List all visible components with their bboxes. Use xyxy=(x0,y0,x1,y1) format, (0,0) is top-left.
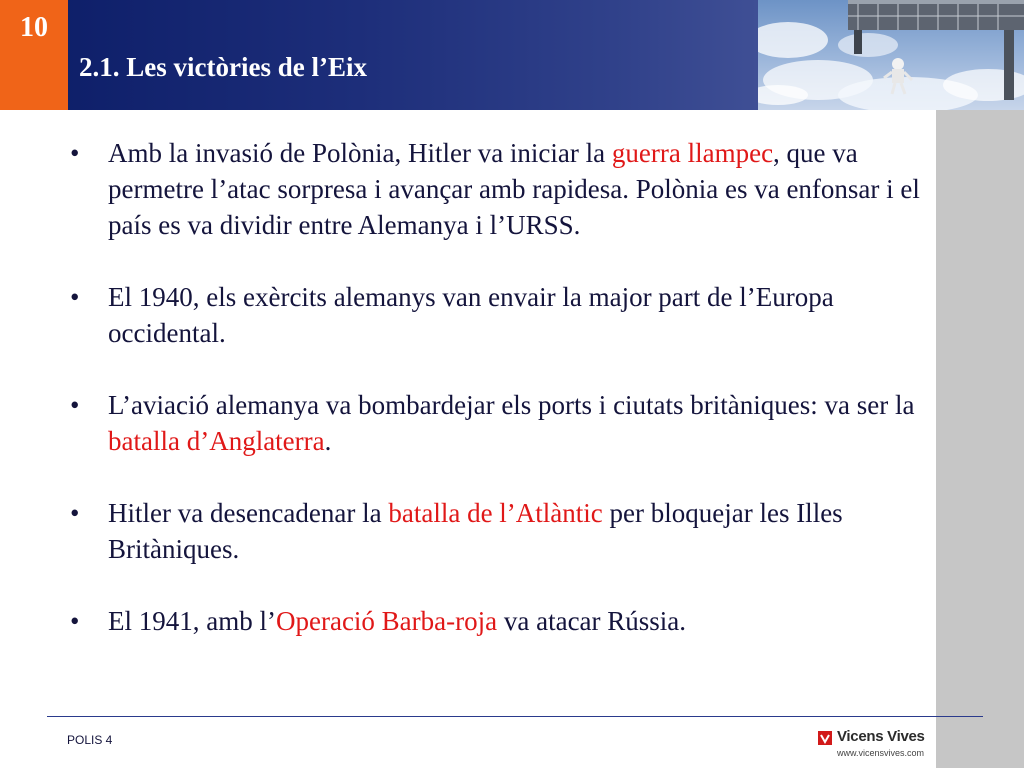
bullet-text: per bloquejar les Illes Britàniques. xyxy=(108,498,843,564)
slide-number-box xyxy=(0,0,68,110)
bullet-list xyxy=(70,135,930,639)
slide-title: 2.1. Les victòries de l’Eix xyxy=(79,52,367,82)
vicens-vives-logo-icon xyxy=(818,731,832,745)
highlight-term: Operació Barba-roja xyxy=(275,606,498,636)
highlight-term: batalla de l’Atlàntic xyxy=(388,498,603,528)
bullet-item xyxy=(70,135,930,243)
bullet-item xyxy=(70,495,930,567)
header-bar xyxy=(0,0,1024,110)
bullet-text: . xyxy=(324,426,332,456)
bullet-item xyxy=(70,603,930,639)
bullet-text: El 1940, els exèrcits alemanys van envair la major part de l’Europa occidental. xyxy=(108,282,834,348)
bullet-item xyxy=(70,387,930,459)
bullet-text: El 1941, amb l’ xyxy=(108,606,276,636)
slide-number: 10 xyxy=(20,12,48,43)
logo-url: www.vicensvives.com xyxy=(837,748,925,758)
bullet-dot: • xyxy=(70,606,80,636)
publisher-logo xyxy=(818,728,928,760)
bullet-dot: • xyxy=(70,498,80,528)
bullet-text: L’aviació alemanya va bombardejar els ports i ciutats britàniques: va ser la xyxy=(108,390,915,420)
bullet-text: Amb la invasió de Polònia, Hitler va iniciar la xyxy=(108,138,612,168)
logo-name: Vicens Vives xyxy=(837,728,925,745)
bullet-text: Hitler va desencadenar la xyxy=(108,498,389,528)
highlight-term: guerra llampec xyxy=(611,138,774,168)
footer-book-title: POLIS 4 xyxy=(67,733,113,747)
space-station-photo xyxy=(758,0,1024,110)
highlight-term: batalla d’Anglaterra xyxy=(108,426,325,456)
space-station-illustration xyxy=(758,0,1024,110)
bullet-text: va atacar Rússia. xyxy=(497,606,687,636)
bullet-dot: • xyxy=(70,390,80,420)
bullet-text: , que va permetre l’atac sorpresa i avançar amb rapidesa. Polònia es va enfonsar i el país es va dividir entre Alemanya i l’URSS. xyxy=(108,138,920,240)
bullet-dot: • xyxy=(70,282,80,312)
side-panel xyxy=(936,110,1024,768)
bullet-dot: • xyxy=(70,138,80,168)
footer-divider xyxy=(47,716,983,717)
bullet-item xyxy=(70,279,930,351)
